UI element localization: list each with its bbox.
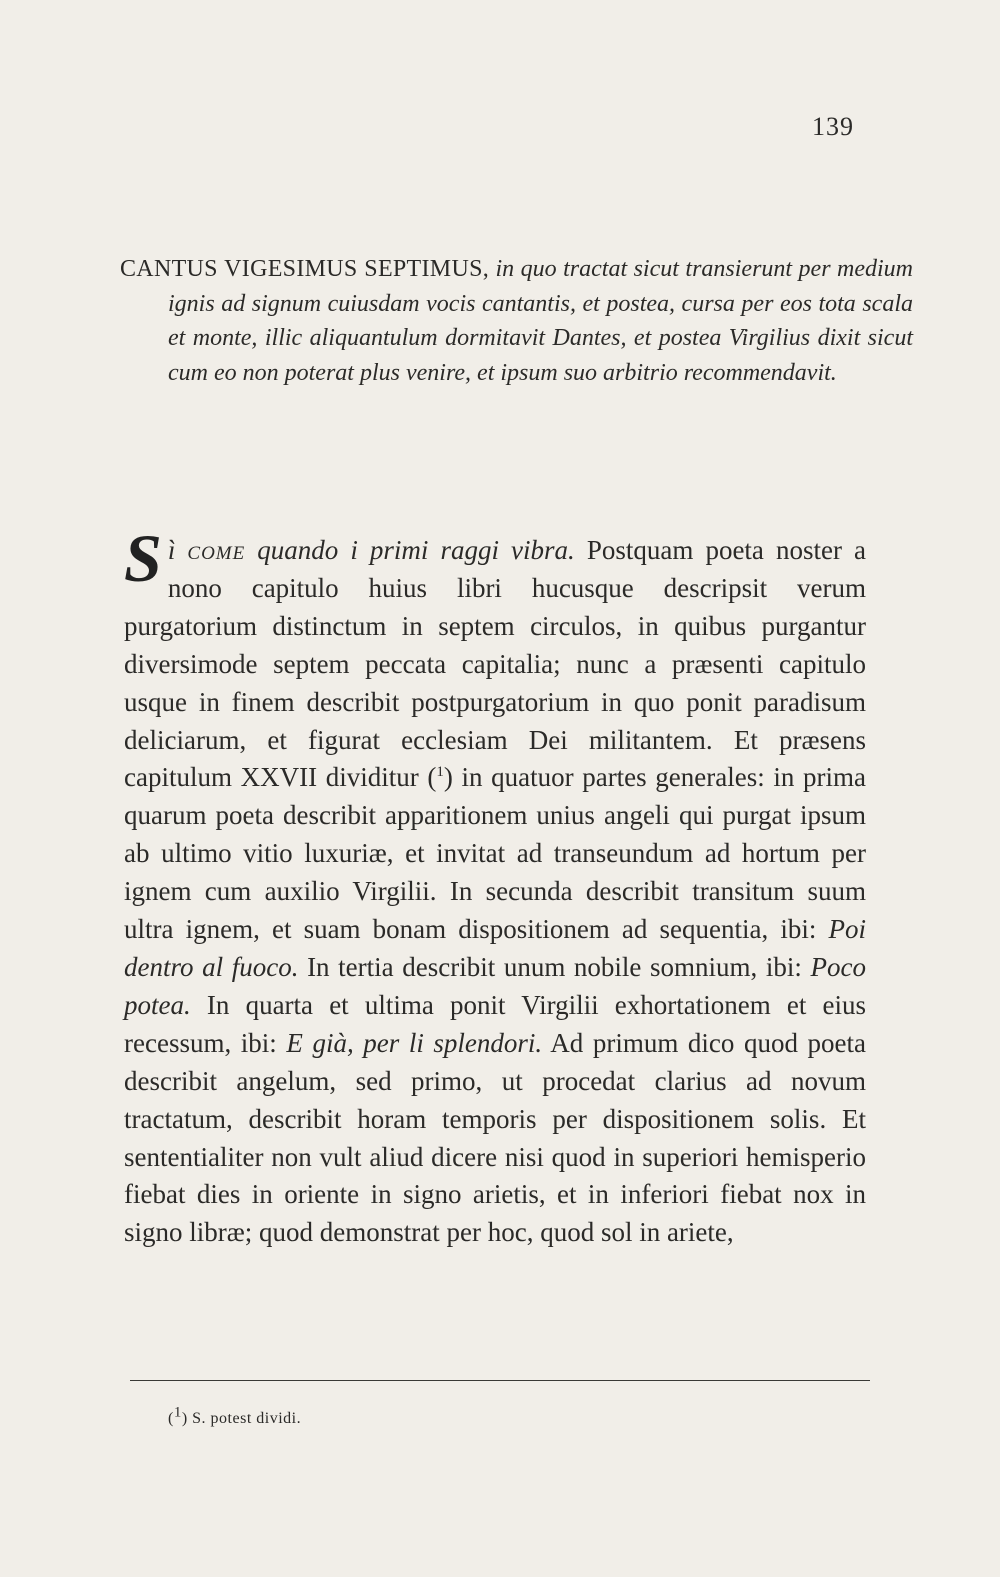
canto-title: CANTUS VIGESIMUS SEPTIMUS, — [120, 256, 490, 282]
commentary-body — [124, 520, 867, 1252]
lemma-rest: quando i primi raggi vibra. — [257, 535, 575, 565]
footnote: ($^1$) S. potest dividi. — [168, 1404, 302, 1427]
quote-2: Poco potea. — [124, 951, 866, 1020]
footnote-text: S. potest dividi. — [192, 1410, 302, 1427]
quote-1: Poi dentro al fuoco. — [124, 914, 866, 982]
footnote-marker: 1 — [173, 1404, 182, 1421]
canto-heading — [120, 252, 913, 390]
canto-summary: in quo tractat sicut transierunt per medium ignis ad signum cuiusdam vocis cantantis, et postea, cursa per eos tota scala et monte, illic aliquantulum dormitavit Dantes, et postea Virgilius dixit sicut cum eo non poterat plus venire, et ipsum suo arbitrio recommendavit. — [168, 256, 913, 386]
body-text-3: In tertia describit unum nobile somnium, ibi: — [307, 951, 802, 982]
drop-cap: S — [124, 520, 162, 596]
footnote-ref: 1 — [436, 764, 444, 781]
lemma-small-caps: come — [187, 535, 246, 565]
body-text-5: Ad primum dico quod poeta describit angelum, sed primo, ut procedat clarius ad novum tractatum, describit horam temporis per dispositionem solis. Et sententialiter non vult aliud dicere nisi quod in superiori hemisperio fiebat dies in oriente in signo arietis, et in inferiori fiebat nox in signo libræ; quod demonstrat per hoc, quod sol in ariete, — [124, 1027, 867, 1248]
body-text-1: Postquam poeta noster a nono capitulo huius libri hucusque descripsit verum purgatorium distinctum in septem circulos, in quibus purgantur diversimode septem peccata capitalia; nunc a præsenti capitulo usque in finem describit postpurgatorium in quo ponit paradisum deliciarum, et figurat ecclesiam Dei militantem. Et præsens capitulum XXVII dividitur ( — [124, 535, 867, 793]
footnote-divider — [130, 1380, 870, 1381]
page-number: 139 — [812, 112, 854, 141]
body-text-4: In quarta et ultima ponit Virgilii exhortationem et eius recessum, ibi: — [124, 989, 866, 1058]
lemma-first: ì — [167, 535, 176, 565]
body-text-2: ) in quatuor partes generales: in prima quarum poeta describit apparitionem unius angeli qui purgat ipsum ab ultimo vitio luxuriæ, et invitat ad transeundum ad hortum per ignem cum auxilio Virgilii. In secunda describit transitum suum ultra ignem, et suam bonam dispositionem ad sequentia, ibi: — [124, 762, 866, 945]
quote-3: E già, per li splendori. — [286, 1027, 543, 1058]
